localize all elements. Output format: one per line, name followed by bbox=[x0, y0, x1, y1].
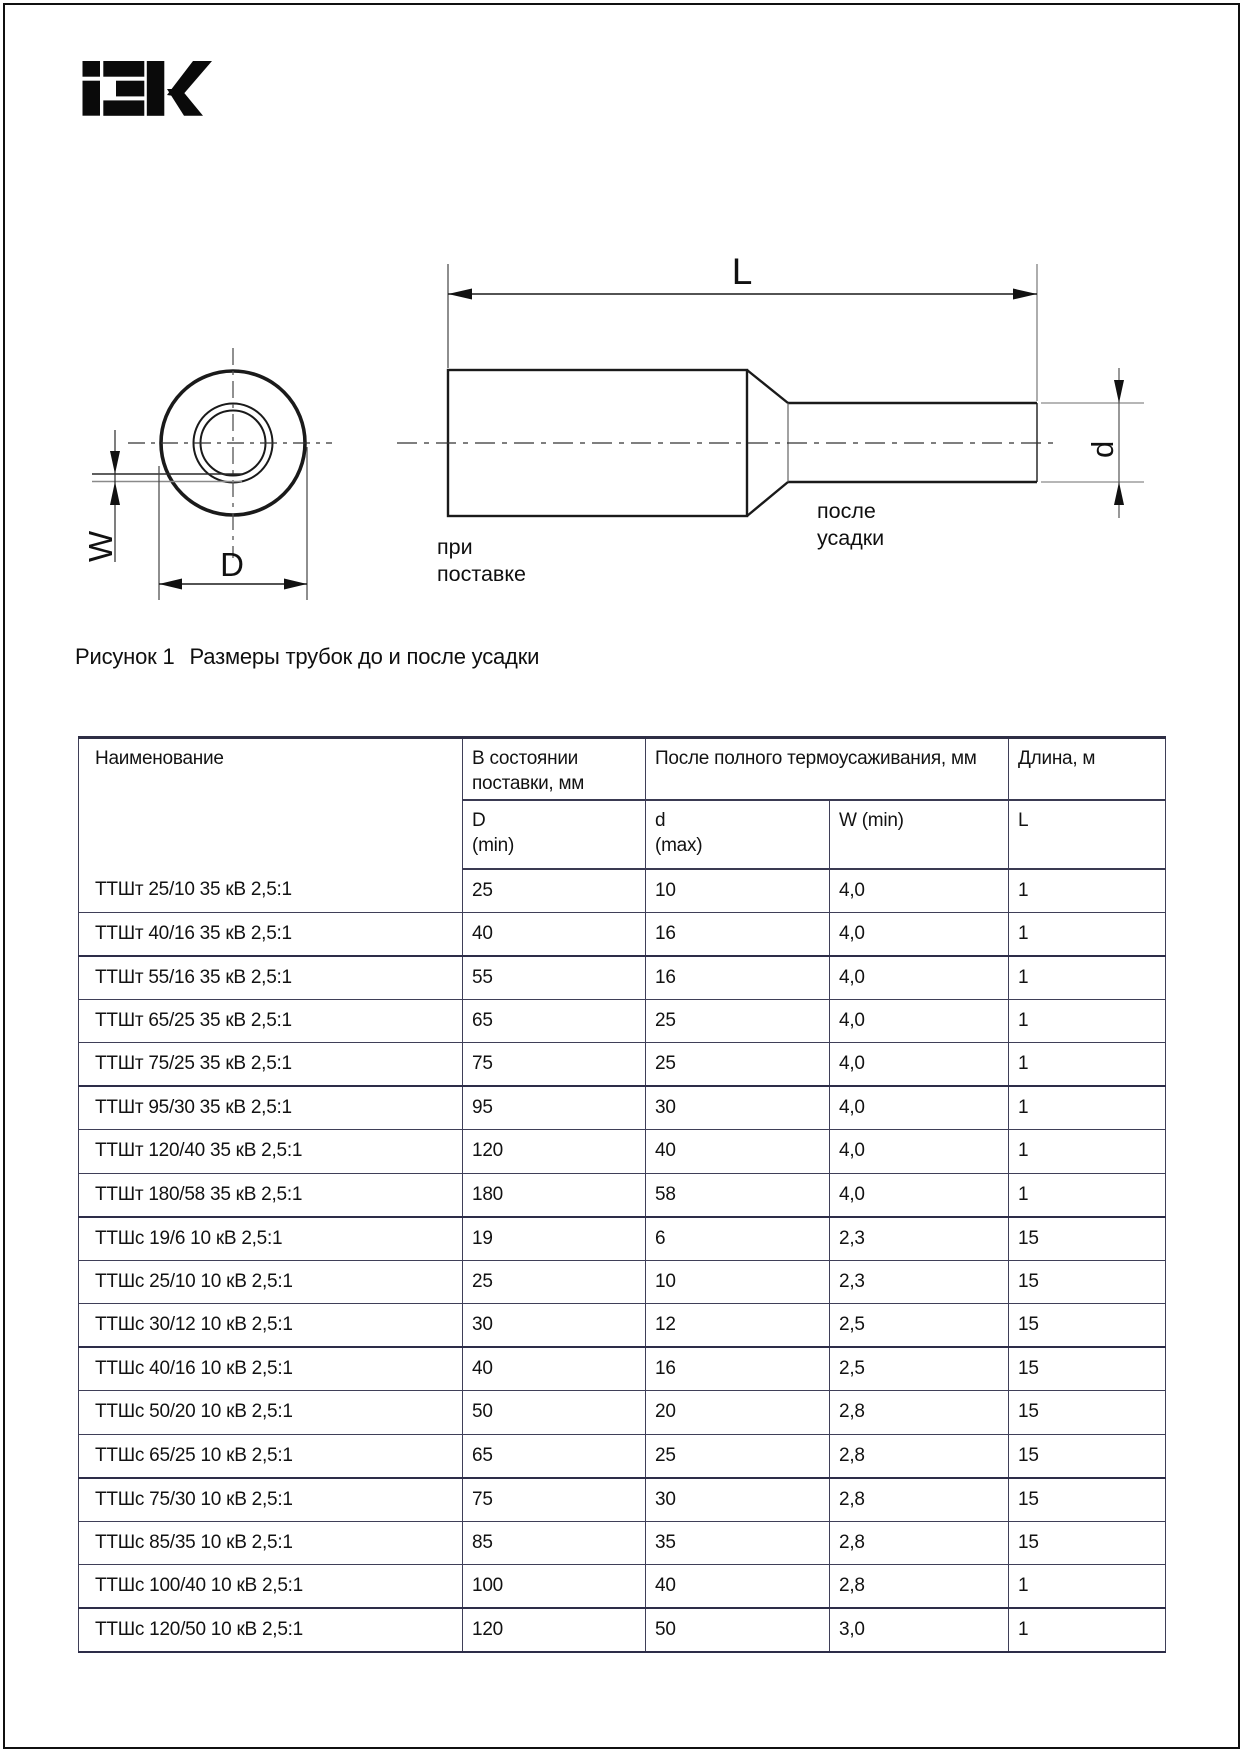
dim-label-small-d: d bbox=[1085, 440, 1120, 458]
d-min-cell: 65 bbox=[463, 1434, 646, 1478]
spec-table bbox=[78, 736, 1166, 1653]
w-min-cell: 4,0 bbox=[830, 1173, 1009, 1217]
w-min-cell: 2,5 bbox=[830, 1304, 1009, 1348]
length-cell: 1 bbox=[1009, 1173, 1166, 1217]
d-min-cell: 180 bbox=[463, 1173, 646, 1217]
table-row bbox=[79, 1043, 1166, 1087]
d-min-cell: 85 bbox=[463, 1521, 646, 1565]
dim-label-l: L bbox=[731, 251, 753, 292]
length-cell: 1 bbox=[1009, 1608, 1166, 1652]
l-arrow-right bbox=[1013, 289, 1037, 300]
product-name-cell: ТТШт 75/25 35 кВ 2,5:1 bbox=[79, 1043, 463, 1087]
d-max-cell: 40 bbox=[646, 1130, 830, 1174]
table-row bbox=[79, 999, 1166, 1043]
length-cell: 15 bbox=[1009, 1260, 1166, 1304]
w-min-cell: 2,3 bbox=[830, 1217, 1009, 1261]
w-min-cell: 2,8 bbox=[830, 1521, 1009, 1565]
d-max-cell: 50 bbox=[646, 1608, 830, 1652]
table-row bbox=[79, 956, 1166, 1000]
figure-caption-text: Размеры трубок до и после усадки bbox=[189, 644, 540, 669]
table-row bbox=[79, 912, 1166, 956]
d-min-cell: 55 bbox=[463, 956, 646, 1000]
label-shrunk-1: после bbox=[817, 499, 876, 523]
d-max-cell: 6 bbox=[646, 1217, 830, 1261]
length-cell: 15 bbox=[1009, 1391, 1166, 1435]
small-d-arrow-down bbox=[1114, 380, 1124, 403]
d-max-cell: 25 bbox=[646, 1043, 830, 1087]
table-row bbox=[79, 1260, 1166, 1304]
product-name-cell: ТТШт 120/40 35 кВ 2,5:1 bbox=[79, 1130, 463, 1174]
product-name-cell: ТТШс 75/30 10 кВ 2,5:1 bbox=[79, 1478, 463, 1522]
table-row bbox=[79, 1304, 1166, 1348]
d-min-cell: 40 bbox=[463, 1347, 646, 1391]
product-name-cell: ТТШт 180/58 35 кВ 2,5:1 bbox=[79, 1173, 463, 1217]
length-cell: 15 bbox=[1009, 1304, 1166, 1348]
length-cell: 1 bbox=[1009, 912, 1166, 956]
header-after-shrink: После полного термоусаживания, мм bbox=[646, 738, 1009, 800]
w-min-cell: 2,8 bbox=[830, 1391, 1009, 1435]
d-max-cell: 10 bbox=[646, 1260, 830, 1304]
dim-label-w: W bbox=[82, 530, 119, 562]
length-cell: 15 bbox=[1009, 1347, 1166, 1391]
product-name-cell: ТТШс 65/25 10 кВ 2,5:1 bbox=[79, 1434, 463, 1478]
d-max-cell: 35 bbox=[646, 1521, 830, 1565]
d-min-cell: 40 bbox=[463, 912, 646, 956]
header-supply-state: В состоянии поставки, мм bbox=[463, 738, 646, 800]
table-row bbox=[79, 1565, 1166, 1609]
w-min-cell: 2,5 bbox=[830, 1347, 1009, 1391]
length-cell: 1 bbox=[1009, 956, 1166, 1000]
d-min-cell: 30 bbox=[463, 1304, 646, 1348]
w-arrow-up bbox=[110, 482, 120, 506]
table-row bbox=[79, 1347, 1166, 1391]
l-arrow-left bbox=[448, 289, 472, 300]
d-min-cell: 65 bbox=[463, 999, 646, 1043]
figure-diagram bbox=[0, 0, 1244, 625]
d-arrow-left bbox=[159, 579, 182, 590]
table-row bbox=[79, 1217, 1166, 1261]
w-min-cell: 4,0 bbox=[830, 1130, 1009, 1174]
figure-caption-label: Рисунок 1 bbox=[75, 644, 175, 669]
state-labels bbox=[437, 499, 884, 586]
length-cell: 15 bbox=[1009, 1478, 1166, 1522]
d-max-cell: 40 bbox=[646, 1565, 830, 1609]
d-arrow-right bbox=[284, 579, 307, 590]
d-max-cell: 25 bbox=[646, 1434, 830, 1478]
d-min-cell: 25 bbox=[463, 869, 646, 913]
w-min-cell: 2,8 bbox=[830, 1478, 1009, 1522]
table-row bbox=[79, 1434, 1166, 1478]
length-cell: 1 bbox=[1009, 1086, 1166, 1130]
table-row bbox=[79, 1478, 1166, 1522]
header-d-max: d (max) bbox=[646, 800, 830, 869]
product-name-cell: ТТШс 100/40 10 кВ 2,5:1 bbox=[79, 1565, 463, 1609]
w-min-cell: 4,0 bbox=[830, 869, 1009, 913]
table-row bbox=[79, 1173, 1166, 1217]
w-min-cell: 3,0 bbox=[830, 1608, 1009, 1652]
side-view bbox=[397, 264, 1144, 518]
d-min-cell: 95 bbox=[463, 1086, 646, 1130]
d-max-cell: 16 bbox=[646, 956, 830, 1000]
label-shrunk-2: усадки bbox=[817, 526, 885, 550]
product-name-cell: ТТШс 120/50 10 кВ 2,5:1 bbox=[79, 1608, 463, 1652]
d-min-cell: 75 bbox=[463, 1043, 646, 1087]
d-max-cell: 25 bbox=[646, 999, 830, 1043]
small-d-arrow-up bbox=[1114, 482, 1124, 505]
w-min-cell: 2,8 bbox=[830, 1565, 1009, 1609]
header-d-min: D (min) bbox=[463, 800, 646, 869]
d-min-cell: 75 bbox=[463, 1478, 646, 1522]
d-min-cell: 50 bbox=[463, 1391, 646, 1435]
d-max-cell: 20 bbox=[646, 1391, 830, 1435]
dim-label-big-d: D bbox=[220, 546, 244, 583]
product-name-cell: ТТШт 65/25 35 кВ 2,5:1 bbox=[79, 999, 463, 1043]
figure-caption bbox=[75, 644, 539, 670]
w-min-cell: 2,3 bbox=[830, 1260, 1009, 1304]
w-min-cell: 2,8 bbox=[830, 1434, 1009, 1478]
product-name-cell: ТТШс 50/20 10 кВ 2,5:1 bbox=[79, 1391, 463, 1435]
product-name-cell: ТТШс 30/12 10 кВ 2,5:1 bbox=[79, 1304, 463, 1348]
w-min-cell: 4,0 bbox=[830, 956, 1009, 1000]
d-max-cell: 30 bbox=[646, 1086, 830, 1130]
cross-section-view bbox=[92, 348, 332, 600]
label-supply-2: поставке bbox=[437, 562, 526, 586]
header-l: L bbox=[1009, 800, 1166, 869]
length-cell: 15 bbox=[1009, 1434, 1166, 1478]
length-cell: 1 bbox=[1009, 1043, 1166, 1087]
d-min-cell: 100 bbox=[463, 1565, 646, 1609]
d-min-cell: 19 bbox=[463, 1217, 646, 1261]
product-name-cell: ТТШт 40/16 35 кВ 2,5:1 bbox=[79, 912, 463, 956]
product-name-cell: ТТШт 55/16 35 кВ 2,5:1 bbox=[79, 956, 463, 1000]
d-min-cell: 120 bbox=[463, 1130, 646, 1174]
w-min-cell: 4,0 bbox=[830, 999, 1009, 1043]
table-row bbox=[79, 1521, 1166, 1565]
d-max-cell: 30 bbox=[646, 1478, 830, 1522]
w-min-cell: 4,0 bbox=[830, 1043, 1009, 1087]
length-cell: 1 bbox=[1009, 1130, 1166, 1174]
product-name-cell: ТТШс 85/35 10 кВ 2,5:1 bbox=[79, 1521, 463, 1565]
header-length: Длина, м bbox=[1009, 738, 1166, 800]
d-max-cell: 58 bbox=[646, 1173, 830, 1217]
w-min-cell: 4,0 bbox=[830, 912, 1009, 956]
product-name-cell: ТТШс 25/10 10 кВ 2,5:1 bbox=[79, 1260, 463, 1304]
d-max-cell: 16 bbox=[646, 912, 830, 956]
table-row bbox=[79, 869, 1166, 913]
length-cell: 1 bbox=[1009, 869, 1166, 913]
length-cell: 1 bbox=[1009, 999, 1166, 1043]
d-min-cell: 25 bbox=[463, 1260, 646, 1304]
header-w-min: W (min) bbox=[830, 800, 1009, 869]
length-cell: 15 bbox=[1009, 1521, 1166, 1565]
w-min-cell: 4,0 bbox=[830, 1086, 1009, 1130]
table-row bbox=[79, 1608, 1166, 1652]
iek-logo bbox=[83, 61, 213, 116]
d-min-cell: 120 bbox=[463, 1608, 646, 1652]
d-max-cell: 12 bbox=[646, 1304, 830, 1348]
table-row bbox=[79, 1391, 1166, 1435]
length-cell: 1 bbox=[1009, 1565, 1166, 1609]
product-name-cell: ТТШт 25/10 35 кВ 2,5:1 bbox=[79, 869, 463, 913]
table-row bbox=[79, 1130, 1166, 1174]
table-row bbox=[79, 1086, 1166, 1130]
product-name-cell: ТТШт 95/30 35 кВ 2,5:1 bbox=[79, 1086, 463, 1130]
header-name: Наименование bbox=[79, 738, 463, 869]
length-cell: 15 bbox=[1009, 1217, 1166, 1261]
product-name-cell: ТТШс 40/16 10 кВ 2,5:1 bbox=[79, 1347, 463, 1391]
d-max-cell: 10 bbox=[646, 869, 830, 913]
label-supply-1: при bbox=[437, 535, 473, 559]
d-max-cell: 16 bbox=[646, 1347, 830, 1391]
product-name-cell: ТТШс 19/6 10 кВ 2,5:1 bbox=[79, 1217, 463, 1261]
w-arrow-down bbox=[110, 451, 120, 474]
